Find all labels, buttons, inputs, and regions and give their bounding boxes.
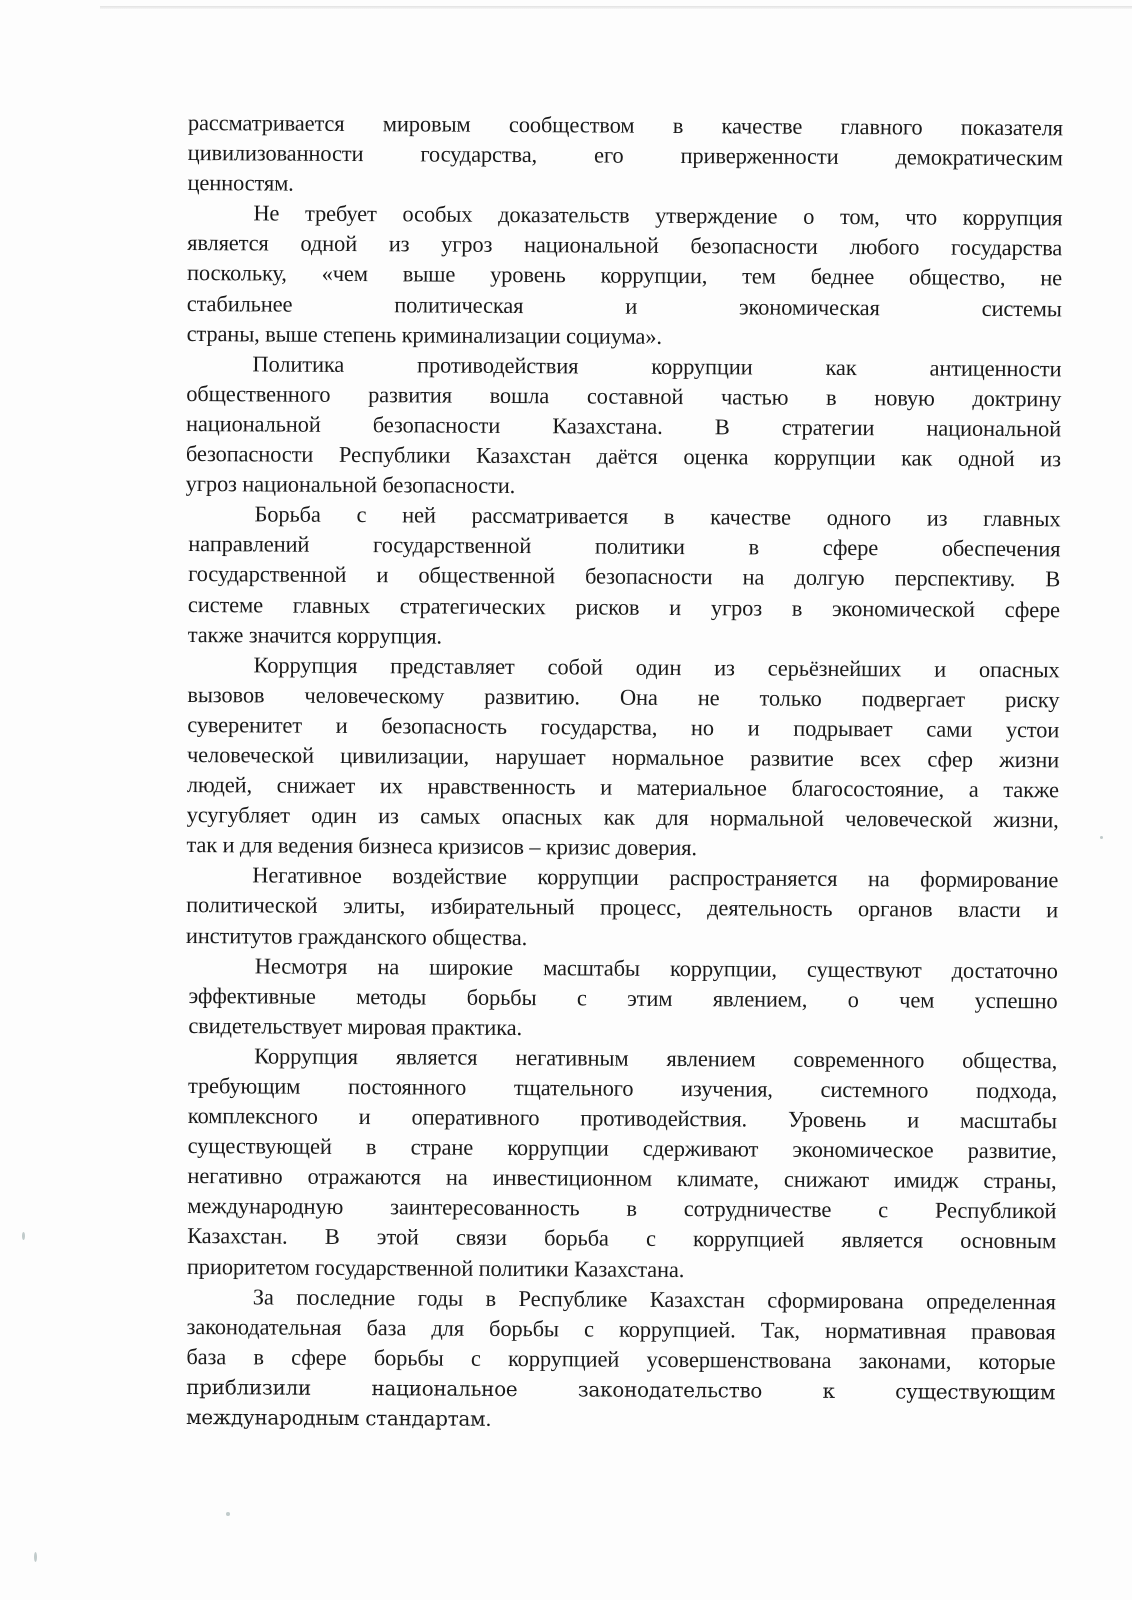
line-text: Политика противодействия коррупции как антиценности — [252, 351, 1062, 382]
line-text: Коррупция является негативным явлением современного общества, — [254, 1043, 1058, 1074]
line-text: системе главных стратегических рисков и угроз в экономической сфере — [187, 591, 1061, 622]
line-text: Несмотря на широкие масштабы коррупции, существуют достаточно — [254, 953, 1058, 983]
text-line — [186, 890, 1058, 925]
line-text: ценностям. — [187, 170, 294, 196]
line-text: также значится коррупция. — [187, 621, 443, 649]
paragraph — [186, 349, 1062, 505]
paragraph — [186, 1282, 1056, 1438]
line-text: свидетельствует мировая практика. — [188, 1012, 523, 1040]
line-text: Борьба с ней рассматривается в качестве одного из главных — [254, 501, 1061, 532]
paragraph — [188, 499, 1061, 655]
text-line — [187, 1252, 1056, 1287]
scan-speck — [22, 1232, 25, 1240]
line-text: политической элиты, избирательный процесс, деятельность органов власти и — [186, 892, 1059, 923]
text-line — [187, 319, 1062, 354]
line-text: законодательная база для борьбы с коррупцией. Так, нормативная правовая — [186, 1313, 1056, 1345]
line-text: институтов гражданского общества. — [185, 922, 528, 950]
line-text: человеческой цивилизации, нарушает нормальное развитие всех сфер жизни — [186, 741, 1060, 773]
line-text: Казахстан. В этой связи борьба с коррупцией является основным — [187, 1223, 1057, 1254]
scan-speck — [226, 1512, 230, 1516]
document-body — [180, 108, 1063, 1437]
text-line — [186, 1402, 1055, 1437]
text-line — [186, 921, 1058, 956]
line-text: людей, снижает их нравственность и материальное благосостояние, а также — [186, 772, 1059, 803]
paragraph — [187, 198, 1063, 354]
line-text: Коррупция представляет собой один из серьёзнейших и опасных — [253, 652, 1060, 683]
line-text: так и для ведения бизнеса кризисов – кризис доверия. — [186, 832, 697, 861]
line-text: база в сфере борьбы с коррупцией усовершенствована законами, которые — [186, 1343, 1056, 1375]
line-text: государственной и общественной безопасности на долгую перспективу. В — [188, 561, 1061, 592]
line-text: международную заинтересованность в сотрудничестве с Республикой — [187, 1193, 1057, 1224]
paragraph — [187, 1041, 1057, 1287]
line-text: международным стандартам. — [185, 1405, 492, 1431]
paragraph — [188, 951, 1058, 1047]
text-line — [187, 289, 1062, 324]
line-text: эффективные методы борьбы с этим явлением, о чем успешно — [188, 982, 1058, 1014]
line-text: цивилизованности государства, его приверженности демократическим — [187, 140, 1063, 171]
line-text: страны, выше степень криминализации социума». — [186, 320, 662, 349]
scan-speck — [1100, 836, 1103, 839]
text-line — [188, 590, 1060, 625]
line-text: направлений государственной политики в сфере обеспечения — [188, 531, 1061, 562]
line-text: приоритетом государственной политики Казахстана. — [186, 1253, 685, 1282]
line-text: негативно отражаются на инвестиционном климате, снижают имидж страны, — [187, 1163, 1057, 1194]
text-line — [188, 138, 1063, 173]
line-text: поскольку, «чем выше уровень коррупции, тем беднее общество, не — [186, 260, 1063, 291]
text-line — [189, 951, 1058, 986]
line-text: безопасности Республики Казахстан даётся оценка коррупции как одной из — [185, 441, 1061, 472]
text-line — [187, 1221, 1056, 1256]
line-text: комплексного и оперативного противодействия. Уровень и масштабы — [187, 1103, 1057, 1134]
paragraph — [186, 860, 1059, 956]
line-text: является одной из угроз национальной безопасности любого государства — [187, 230, 1063, 261]
line-text: Не требует особых доказательств утверждение о том, что коррупция — [253, 200, 1063, 231]
line-text: рассматривается мировым сообществом в качестве главного показателя — [187, 109, 1063, 141]
scan-edge — [100, 6, 1132, 9]
line-text: угроз национальной безопасности. — [185, 471, 516, 499]
text-line — [188, 559, 1060, 594]
line-text: стабильнее политическая и экономическая системы — [186, 290, 1062, 321]
paragraph — [187, 108, 1063, 204]
text-line — [187, 258, 1062, 293]
text-line — [187, 1282, 1056, 1317]
line-text: Негативное воздействие коррупции распространяется на формирование — [252, 862, 1059, 893]
scan-speck — [34, 1552, 37, 1562]
line-text: существующей в стране коррупции сдерживают экономическое развитие, — [187, 1133, 1057, 1164]
line-text: приблизили национальное законодательство к существующим — [186, 1374, 1056, 1405]
line-text: За последние годы в Республике Казахстан сформирована определенная — [252, 1284, 1056, 1314]
text-line — [188, 620, 1060, 655]
line-text: суверенитет и безопасность государства, но и подрывает сами устои — [187, 711, 1060, 743]
line-text: вызовов человеческому развитию. Она не только подвергает риску — [187, 681, 1060, 713]
line-text: национальной безопасности Казахстана. В стратегии национальной — [185, 410, 1062, 442]
line-text: общественного развития вошла составной частью в новую доктрину — [186, 380, 1062, 412]
line-text: требующим постоянного тщательного изучения, системного подхода, — [187, 1073, 1058, 1104]
paragraph — [186, 650, 1059, 866]
line-text: усугубляет один из самых опасных как для нормальной человеческой жизни, — [186, 802, 1059, 833]
